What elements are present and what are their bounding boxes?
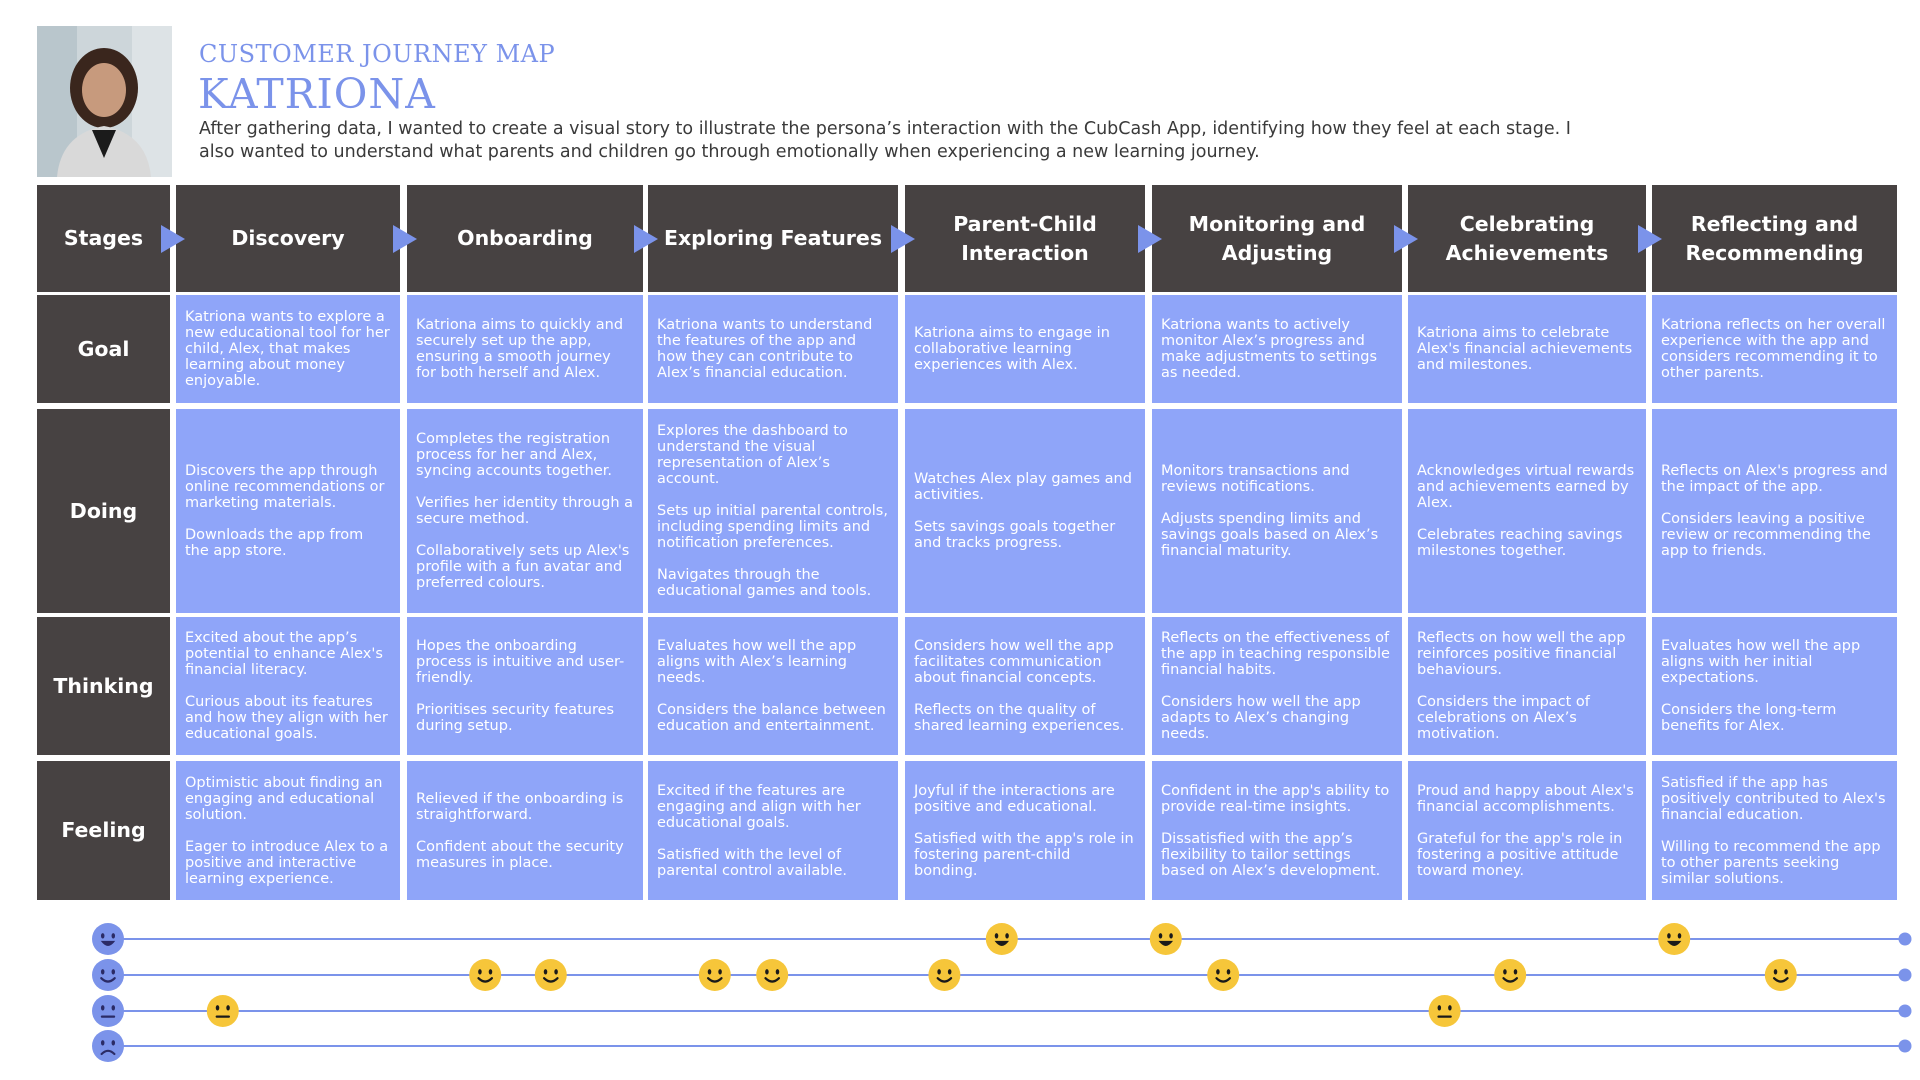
- stage-header: Celebrating Achievements: [1408, 185, 1646, 292]
- doing-text: Watches Alex play games and activities.: [914, 471, 1132, 503]
- doing-text: Downloads the app from the app store.: [185, 527, 364, 559]
- emotion-point-happy-face-icon: [1207, 959, 1239, 991]
- persona-name: KATRIONA: [198, 70, 436, 118]
- row-label-feeling: Feeling: [37, 761, 170, 900]
- emotion-point-happy-eye: [937, 969, 941, 974]
- emotion-point-neutral-face-icon: [207, 995, 239, 1027]
- emotion-line-end: [1899, 1005, 1912, 1018]
- thinking-text: Considers the impact of celebrations on Alex’s motivation.: [1417, 694, 1590, 742]
- thinking-text: Considers how well the app facilitates communication about financial concepts.: [914, 638, 1114, 686]
- scale-very-happy-eye: [112, 933, 116, 938]
- emotion-point-happy-eye: [776, 969, 780, 974]
- stage-header: Parent-Child Interaction: [905, 185, 1145, 292]
- row-label-stages: Stages: [37, 185, 170, 292]
- stage-header: Discovery: [176, 185, 400, 292]
- emotion-point-very-happy-eye: [995, 933, 999, 938]
- thinking-text: Evaluates how well the app aligns with her initial expectations.: [1661, 638, 1861, 686]
- goal-text: Katriona wants to actively monitor Alex’s progress and make adjustments to settings as needed.: [1161, 317, 1378, 381]
- emotion-line-end: [1899, 969, 1912, 982]
- emotion-line-end: [1899, 1040, 1912, 1053]
- thinking-text: Considers the long-term benefits for Alex.: [1661, 702, 1837, 734]
- emotion-point-very-happy-eye: [1678, 933, 1682, 938]
- feeling-text: Satisfied with the level of parental control available.: [657, 846, 847, 879]
- scale-happy-face-icon: [92, 959, 124, 991]
- emotion-point-happy-eye: [1227, 969, 1231, 974]
- thinking-text: Reflects on the effectiveness of the app in teaching responsible financial habits.: [1161, 630, 1390, 678]
- emotion-point-neutral-face-icon: [1429, 995, 1461, 1027]
- emotion-point-very-happy-face-icon: [1150, 923, 1182, 955]
- row-label-doing: Doing: [37, 409, 170, 613]
- emotion-point-very-happy-eye: [1169, 933, 1173, 938]
- feeling-text: Excited if the features are engaging and align with her educational goals.: [657, 782, 861, 831]
- doing-text: Discovers the app through online recommendations or marketing materials.: [185, 463, 385, 511]
- feeling-text: Willing to recommend the app to other parents seeking similar solutions.: [1661, 838, 1881, 887]
- emotion-point-neutral-eye: [216, 1005, 220, 1010]
- emotion-line-end: [1899, 933, 1912, 946]
- doing-text: Collaboratively sets up Alex's profile with a fun avatar and preferred colours.: [416, 543, 630, 591]
- doing-text: Completes the registration process for her and Alex, syncing accounts together.: [416, 431, 612, 479]
- emotion-point-happy-eye: [1784, 969, 1788, 974]
- emotion-point-very-happy-face-icon: [1658, 923, 1690, 955]
- scale-happy-eye: [101, 969, 105, 974]
- goal-text: Katriona wants to understand the features of the app and how they can contribute to Alex’s financial education.: [657, 317, 873, 381]
- thinking-text: Evaluates how well the app aligns with Alex’s learning needs.: [657, 638, 857, 686]
- emotion-point-neutral-eye: [1448, 1005, 1452, 1010]
- scale-very-happy-eye: [101, 933, 105, 938]
- thinking-text: Curious about its features and how they align with her educational goals.: [185, 694, 388, 742]
- emotion-point-happy-face-icon: [699, 959, 731, 991]
- emotion-point-very-happy-eye: [1159, 933, 1163, 938]
- scale-sad-eye: [101, 1040, 105, 1045]
- feeling-text: Proud and happy about Alex's financial accomplishments.: [1417, 782, 1634, 815]
- doing-text: Acknowledges virtual rewards and achievements earned by Alex.: [1417, 463, 1635, 511]
- feeling-text: Grateful for the app's role in fostering a positive attitude toward money.: [1417, 830, 1623, 879]
- stage-header: Exploring Features: [648, 185, 898, 292]
- row-label-goal: Goal: [37, 295, 170, 403]
- feeling-text: Confident about the security measures in place.: [416, 838, 624, 871]
- emotion-point-happy-eye: [489, 969, 493, 974]
- stage-header: Onboarding: [407, 185, 643, 292]
- emotion-point-happy-eye: [1514, 969, 1518, 974]
- emotion-point-happy-face-icon: [756, 959, 788, 991]
- thinking-text: Prioritises security features during setup.: [416, 702, 615, 734]
- feeling-text: Optimistic about finding an engaging and educational solution.: [185, 774, 383, 823]
- goal-text: Katriona aims to engage in collaborative learning experiences with Alex.: [914, 325, 1110, 373]
- emotion-point-happy-face-icon: [535, 959, 567, 991]
- emotion-point-happy-eye: [948, 969, 952, 974]
- scale-sad-eye: [112, 1040, 116, 1045]
- emotion-point-very-happy-eye: [1667, 933, 1671, 938]
- thinking-text: Excited about the app’s potential to enhance Alex's financial literacy.: [185, 630, 383, 678]
- goal-text: Katriona aims to celebrate Alex's financial achievements and milestones.: [1417, 325, 1633, 373]
- goal-text: Katriona aims to quickly and securely set up the app, ensuring a smooth journey for both herself and Alex.: [416, 317, 624, 381]
- emotion-point-happy-eye: [554, 969, 558, 974]
- scale-sad-face-icon: [92, 1030, 124, 1062]
- doing-text: Navigates through the educational games and tools.: [657, 567, 872, 599]
- scale-happy-eye: [112, 969, 116, 974]
- scale-neutral-face-icon: [92, 995, 124, 1027]
- stage-header: Monitoring and Adjusting: [1152, 185, 1402, 292]
- emotion-point-very-happy-eye: [1005, 933, 1009, 938]
- thinking-text: Hopes the onboarding process is intuitive and user-friendly.: [416, 638, 625, 686]
- emotion-point-very-happy-face-icon: [986, 923, 1018, 955]
- emotion-point-happy-eye: [708, 969, 712, 974]
- feeling-text: Dissatisfied with the app’s flexibility to tailor settings based on Alex’s development.: [1161, 830, 1381, 879]
- doing-text: Explores the dashboard to understand the visual representation of Alex’s account.: [657, 423, 848, 487]
- emotion-point-happy-eye: [544, 969, 548, 974]
- thinking-text: Reflects on how well the app reinforces positive financial behaviours.: [1417, 630, 1626, 678]
- stage-header: Reflecting and Recommending: [1652, 185, 1897, 292]
- emotion-point-happy-eye: [765, 969, 769, 974]
- doing-text: Sets savings goals together and tracks progress.: [914, 519, 1116, 551]
- emotion-point-happy-eye: [718, 969, 722, 974]
- goal-text: Katriona reflects on her overall experience with the app and considers recommending it to other parents.: [1661, 317, 1886, 381]
- emotion-point-happy-eye: [1216, 969, 1220, 974]
- emotion-point-happy-eye: [478, 969, 482, 974]
- intro-text: After gathering data, I wanted to create a visual story to illustrate the persona’s interaction with the CubCash App, identifying how they feel at each stage. I also wanted to understand what parents and children go through emotionally when experiencing a new learning journey.: [199, 119, 1571, 162]
- doing-text: Reflects on Alex's progress and the impact of the app.: [1661, 463, 1888, 495]
- map-kicker: CUSTOMER JOURNEY MAP: [199, 40, 556, 68]
- emotion-point-happy-eye: [1503, 969, 1507, 974]
- doing-text: Monitors transactions and reviews notifications.: [1161, 463, 1350, 495]
- scale-neutral-eye: [112, 1005, 116, 1010]
- emotion-point-happy-face-icon: [1494, 959, 1526, 991]
- doing-text: Adjusts spending limits and savings goals based on Alex’s financial maturity.: [1161, 511, 1379, 559]
- emotion-point-neutral-eye: [1438, 1005, 1442, 1010]
- row-label-thinking: Thinking: [37, 617, 170, 755]
- thinking-text: Considers the balance between education and entertainment.: [657, 702, 886, 734]
- doing-text: Considers leaving a positive review or recommending the app to friends.: [1661, 511, 1871, 559]
- feeling-text: Satisfied with the app's role in fostering parent-child bonding.: [914, 830, 1134, 879]
- emotion-point-happy-face-icon: [469, 959, 501, 991]
- emotion-point-happy-face-icon: [928, 959, 960, 991]
- scale-very-happy-face-icon: [92, 923, 124, 955]
- doing-text: Verifies her identity through a secure method.: [416, 495, 634, 527]
- doing-text: Celebrates reaching savings milestones together.: [1417, 527, 1623, 559]
- emotion-point-happy-eye: [1774, 969, 1778, 974]
- feeling-text: Joyful if the interactions are positive and educational.: [914, 782, 1115, 815]
- goal-text: Katriona wants to explore a new educational tool for her child, Alex, that makes learning about money enjoyable.: [185, 309, 390, 389]
- feeling-text: Relieved if the onboarding is straightforward.: [416, 790, 624, 823]
- emotion-point-neutral-eye: [226, 1005, 230, 1010]
- feeling-text: Confident in the app's ability to provide real-time insights.: [1161, 782, 1390, 815]
- thinking-text: Considers how well the app adapts to Alex’s changing needs.: [1161, 694, 1361, 742]
- scale-neutral-eye: [101, 1005, 105, 1010]
- feeling-text: Eager to introduce Alex to a positive and interactive learning experience.: [185, 838, 389, 887]
- feeling-text: Satisfied if the app has positively contributed to Alex's financial education.: [1661, 774, 1886, 823]
- doing-text: Sets up initial parental controls, including spending limits and notification preferences.: [657, 503, 888, 551]
- emotion-point-happy-face-icon: [1765, 959, 1797, 991]
- thinking-text: Reflects on the quality of shared learning experiences.: [914, 702, 1125, 734]
